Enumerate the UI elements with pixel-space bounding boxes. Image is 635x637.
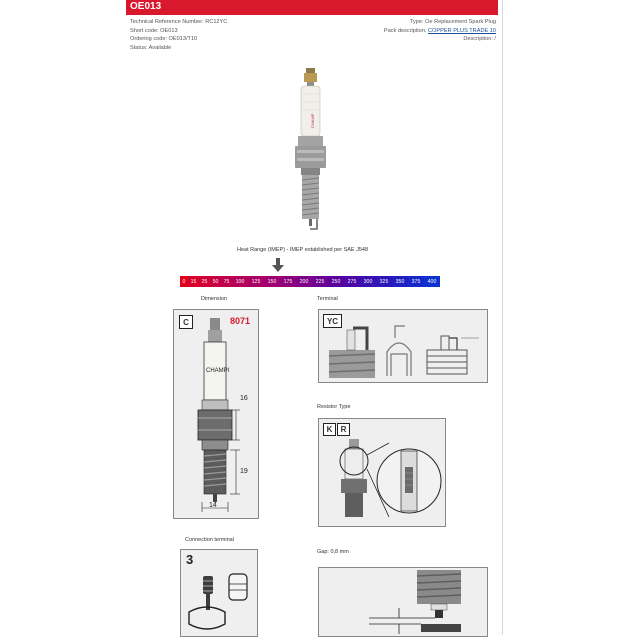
down-arrow-icon <box>272 258 284 272</box>
thread-dimension: 14 <box>209 502 217 509</box>
description-text: Description: / <box>463 36 496 43</box>
heat-range-cell: 75 <box>221 276 232 287</box>
heat-range-caption: Heat Range (IMEP) - IMEP established per SAE J548 <box>237 247 369 253</box>
product-code-title: OE013 <box>130 1 162 12</box>
terminal-caption: Terminal <box>317 296 338 302</box>
heat-range-cell: 250 <box>328 276 344 287</box>
heat-range-cell: 325 <box>376 276 392 287</box>
terminal-code: YC <box>323 314 342 328</box>
gap-caption: Gap: 0,8 mm <box>317 549 349 555</box>
resistor-code-k: K <box>323 423 336 436</box>
dimension-panel <box>173 309 259 519</box>
product-sheet <box>126 0 503 635</box>
resistor-plug-drawing <box>327 437 442 525</box>
gap-diagram <box>369 570 479 636</box>
heat-range-cell: 350 <box>392 276 408 287</box>
type-text: Type: Oe Replacement Spark Plug <box>409 19 496 25</box>
resistor-code-r: R <box>337 423 350 436</box>
pack-link[interactable]: COPPER PLUS TRADE 10 <box>428 27 496 34</box>
status: Status: Available <box>130 45 172 52</box>
resistor-panel <box>318 418 446 527</box>
gap-panel <box>318 567 488 637</box>
heat-range-cell: 0 <box>180 276 188 287</box>
heat-range-cell: 200 <box>296 276 312 287</box>
connection-panel <box>180 549 258 637</box>
dimension-plug-drawing <box>188 316 251 516</box>
heat-range-cell: 150 <box>264 276 280 287</box>
terminal-panel <box>318 309 488 383</box>
pack-description: Pack description: COPPER PLUS TRADE 10 <box>383 27 496 34</box>
hex-dimension: 16 <box>240 395 248 402</box>
connection-number: 3 <box>186 552 194 567</box>
dimension-plug-text: CHAMPI <box>206 368 230 374</box>
product-info <box>384 18 496 44</box>
dimension-caption: Dimension <box>201 296 227 302</box>
heat-range-scale <box>180 276 440 287</box>
heat-range-cell: 50 <box>210 276 221 287</box>
connection-terminal-drawing <box>185 572 255 636</box>
heat-range-cell: 300 <box>360 276 376 287</box>
heat-range-cell: 125 <box>248 276 264 287</box>
svg-text:CHAMP: CHAMP <box>310 113 315 128</box>
heat-range-cell: 25 <box>199 276 210 287</box>
heat-range-cell: 400 <box>424 276 440 287</box>
heat-range-cell: 225 <box>312 276 328 287</box>
dimension-number: 8071 <box>230 316 251 326</box>
dimension-code-letter: C <box>179 315 193 329</box>
heat-range-cell: 15 <box>188 276 199 287</box>
resistor-caption: Resistor Type <box>317 404 351 410</box>
heat-range-cell: 375 <box>408 276 424 287</box>
heat-range-cell: 100 <box>232 276 248 287</box>
short-code: Short code: OE013 <box>130 27 178 34</box>
heat-range-cell: 275 <box>344 276 360 287</box>
tech-ref: Technical Reference Number: RC12YC <box>130 19 228 25</box>
heat-range-cell: 175 <box>280 276 296 287</box>
connection-caption: Connection terminal <box>185 537 234 543</box>
title-bar <box>126 0 498 15</box>
spark-plug-photo <box>286 66 336 232</box>
reach-dimension: 19 <box>240 468 248 475</box>
ordering-code: Ordering code: OE013/T10 <box>130 36 198 43</box>
terminal-electrode-drawing <box>327 324 482 380</box>
technical-info <box>130 18 227 53</box>
